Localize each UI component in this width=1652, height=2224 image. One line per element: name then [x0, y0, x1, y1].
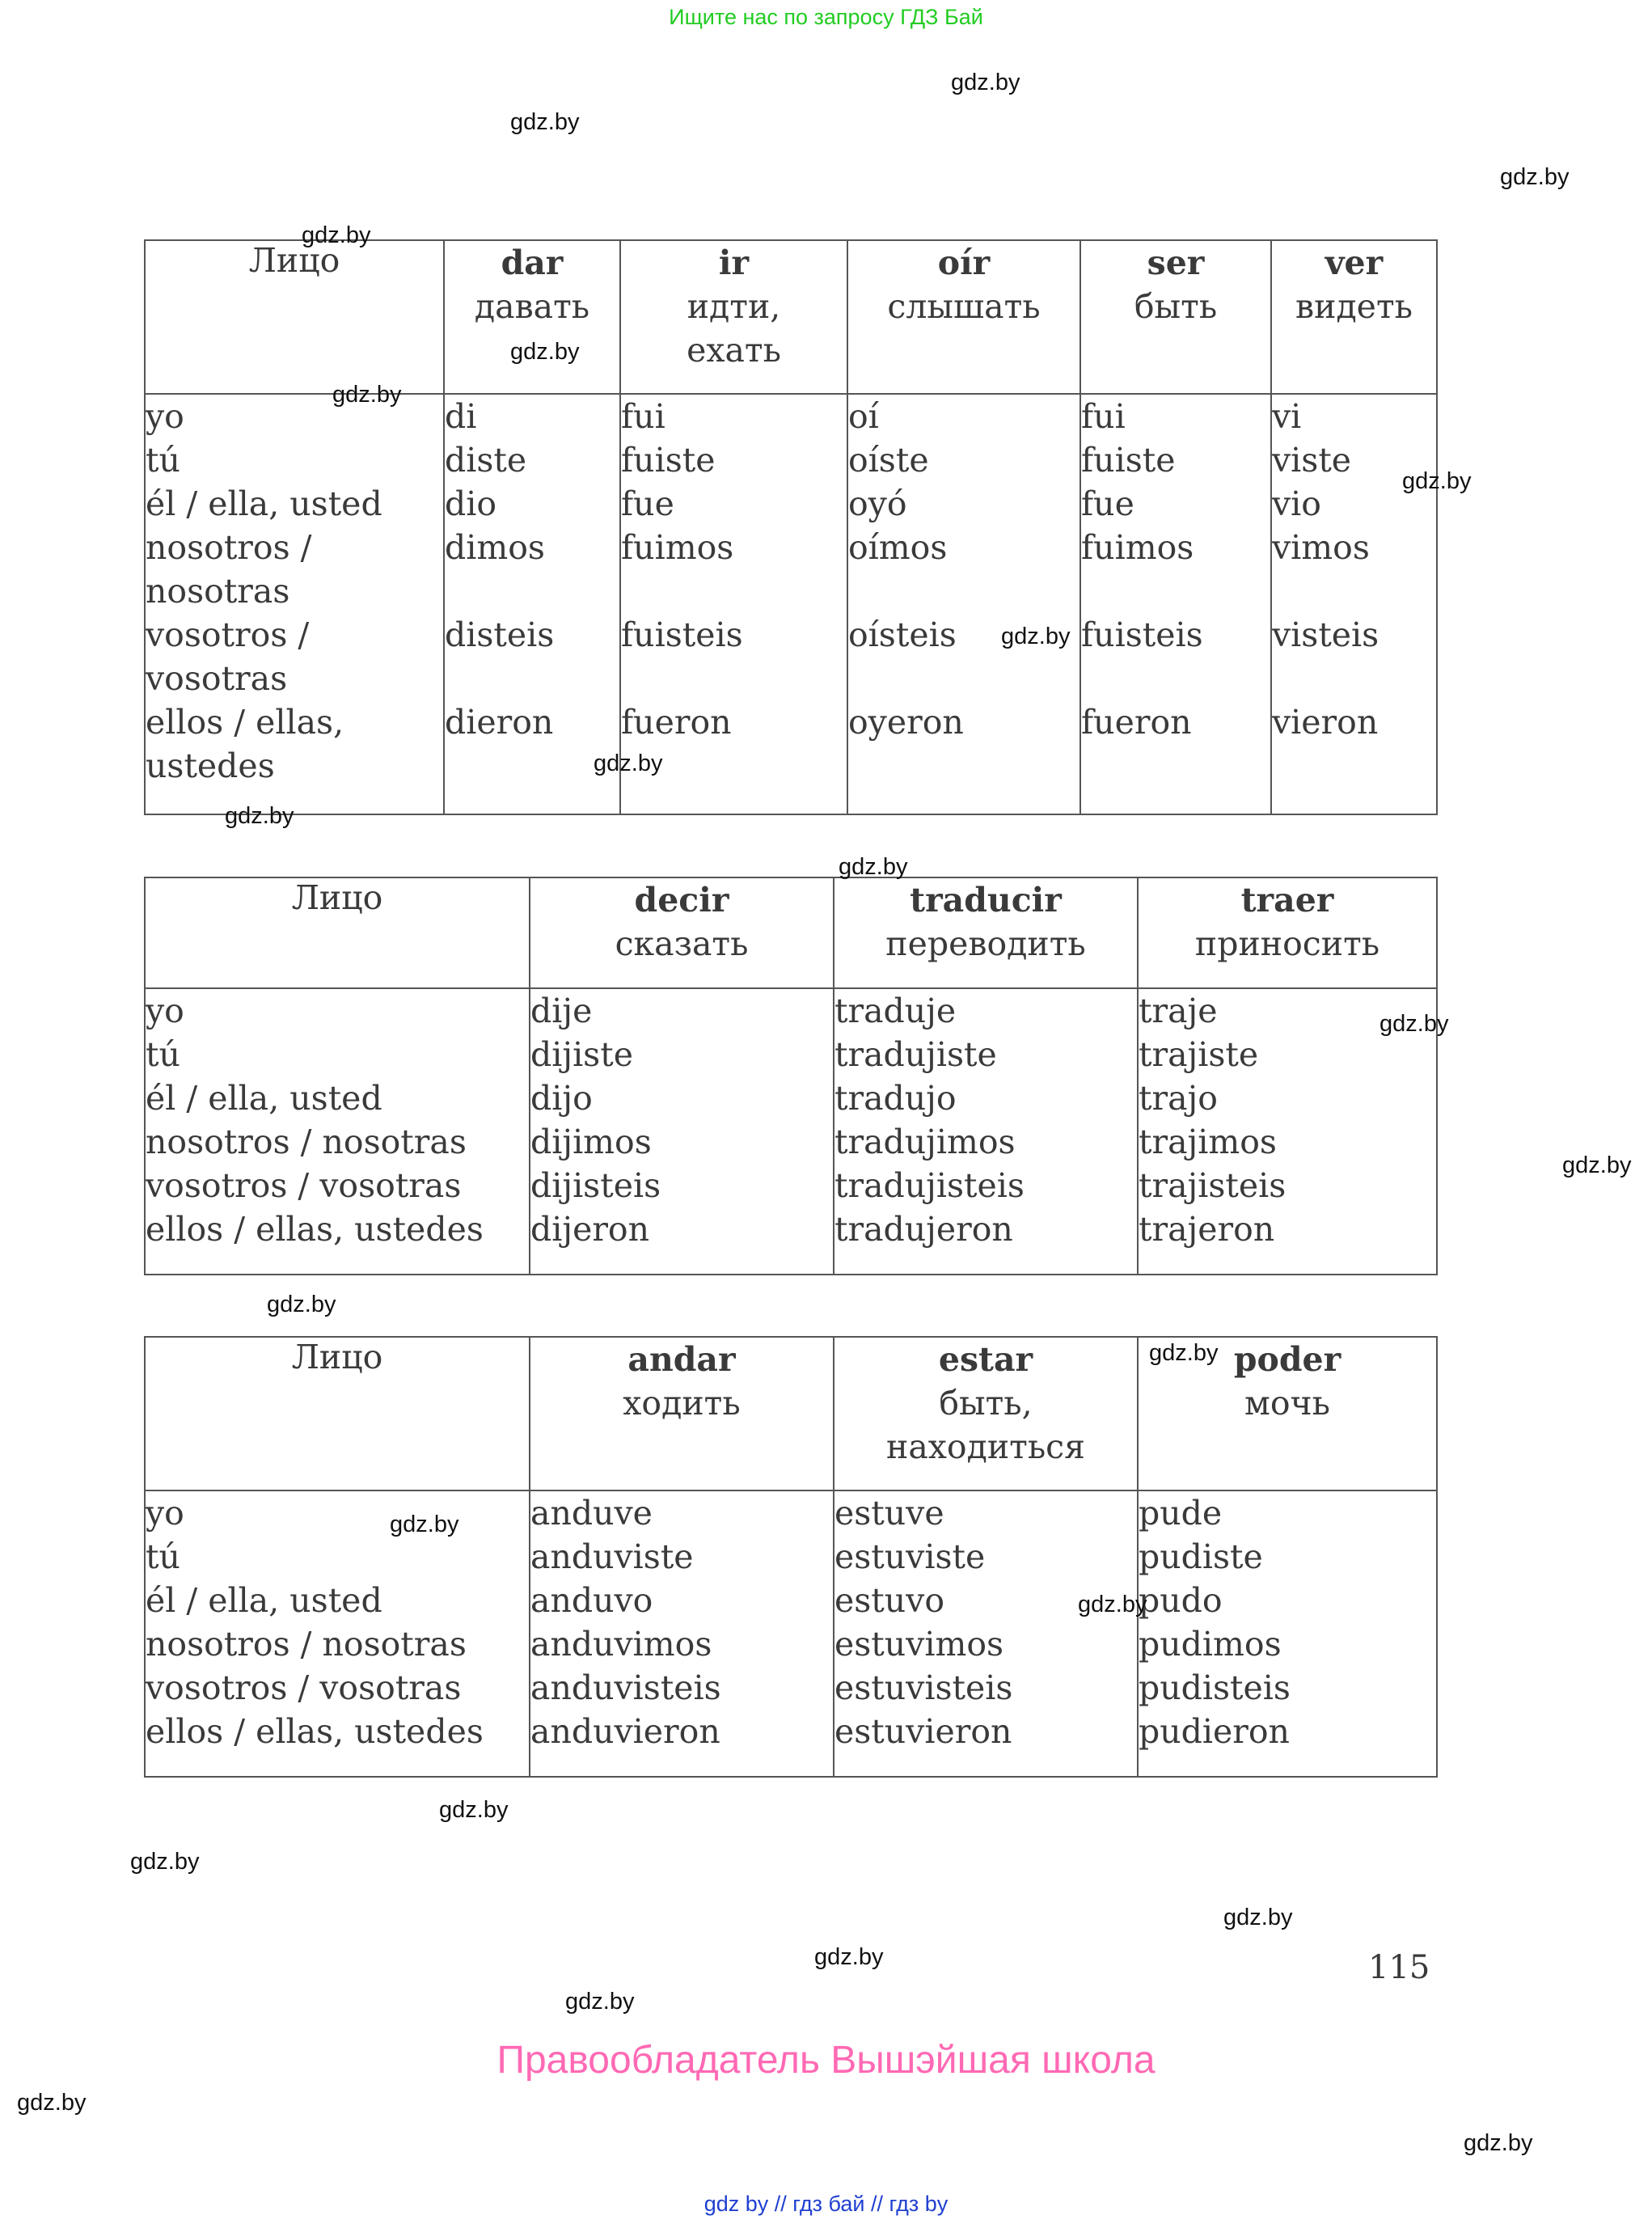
verb-infinitive: andar: [627, 1340, 736, 1379]
table-cell-line: pudo: [1139, 1581, 1223, 1620]
table-cell-line: [848, 657, 1080, 700]
verb-translation: находиться: [886, 1427, 1085, 1466]
watermark: gdz.by: [332, 382, 402, 408]
watermark: gdz.by: [1078, 1592, 1147, 1617]
watermark: gdz.by: [510, 339, 580, 365]
watermark: gdz.by: [1500, 164, 1570, 190]
table-cell-line: oyeron: [848, 703, 964, 742]
table-cell-line: dio: [445, 484, 497, 523]
table-cell-line: vosotros / vosotras: [146, 1668, 462, 1707]
table-cell-line: dimos: [445, 528, 545, 567]
table-cell-line: pudisteis: [1139, 1668, 1291, 1707]
table-cell-line: oíste: [848, 441, 929, 480]
table-cell-line: visteis: [1272, 615, 1379, 654]
table-cell-line: trajiste: [1139, 1035, 1259, 1074]
table-cell-line: trajo: [1139, 1079, 1218, 1118]
table-cell-line: fuimos: [621, 528, 734, 567]
forms-column-andar: [530, 1490, 834, 1777]
table-cell-line: [621, 657, 847, 700]
table-cell-line: trajimos: [1139, 1123, 1277, 1161]
table-cell-line: tú: [146, 441, 180, 480]
watermark: gdz.by: [814, 1944, 884, 1970]
forms-column-traducir: [834, 988, 1138, 1275]
table-cell-line: fui: [621, 397, 665, 436]
table-cell-line: anduvieron: [530, 1712, 720, 1751]
table-cell-line: vosotros / vosotras: [146, 1166, 462, 1205]
table-cell-line: ellos / ellas,: [146, 703, 344, 742]
table-cell-line: [1272, 569, 1436, 613]
table-cell-line: anduvo: [530, 1581, 653, 1620]
table-cell-line: [848, 744, 1080, 788]
verb-translation: мочь: [1244, 1384, 1330, 1423]
table-cell-line: tradujimos: [834, 1123, 1016, 1161]
table-cell-line: ellos / ellas, ustedes: [146, 1712, 484, 1751]
table-cell-line: [1081, 744, 1270, 788]
watermark: gdz.by: [510, 109, 580, 135]
watermark: gdz.by: [390, 1512, 459, 1537]
verb-translation: ходить: [623, 1384, 741, 1423]
table-cell-line: vosotros /: [146, 615, 310, 654]
table-cell-line: anduvimos: [530, 1625, 712, 1664]
watermark: gdz.by: [1001, 624, 1071, 649]
watermark: gdz.by: [1402, 468, 1472, 494]
conjugation-table-2: [144, 877, 1438, 1275]
conjugation-table-1: [144, 239, 1438, 815]
table-cell-line: él / ella, usted: [146, 1079, 382, 1118]
table-cell-line: disteis: [445, 615, 555, 654]
table-cell-line: fueron: [621, 703, 732, 742]
table-cell-line: [445, 569, 619, 613]
table-cell-line: fuiste: [1081, 441, 1176, 480]
watermark: gdz.by: [1464, 2130, 1533, 2156]
watermark: gdz.by: [130, 1849, 200, 1875]
table-cell-line: pude: [1139, 1494, 1223, 1533]
person-header: Лицо: [145, 1337, 530, 1490]
verb-translation: видеть: [1295, 287, 1413, 326]
verb-translation: идти,: [687, 287, 781, 326]
table-cell-line: pudieron: [1139, 1712, 1290, 1751]
table-cell-line: anduve: [530, 1494, 653, 1533]
table-cell-line: yo: [146, 1494, 184, 1533]
verb-infinitive: ver: [1325, 243, 1384, 282]
verb-header-decir: [530, 877, 834, 988]
forms-column-ser: [1080, 394, 1271, 814]
table-cell-line: yo: [146, 991, 184, 1030]
verb-header-dar: [444, 240, 620, 394]
table-cell-line: [1081, 657, 1270, 700]
table-cell-line: diste: [445, 441, 527, 480]
table-cell-line: dijeron: [530, 1210, 650, 1249]
table-cell-line: vi: [1272, 397, 1302, 436]
forms-column-ver: [1271, 394, 1437, 814]
forms-column-estar: [834, 1490, 1138, 1777]
watermark: gdz.by: [17, 2090, 87, 2116]
table-cell-line: dijo: [530, 1079, 593, 1118]
verb-infinitive: traer: [1240, 881, 1334, 920]
table-cell-line: fuimos: [1081, 528, 1194, 567]
verb-infinitive: oír: [937, 243, 991, 282]
table-cell-line: [848, 569, 1080, 613]
table-cell-line: trajisteis: [1139, 1166, 1287, 1205]
table-cell-line: fui: [1081, 397, 1126, 436]
table-cell-line: dieron: [445, 703, 554, 742]
table-cell-line: nosotros /: [146, 528, 312, 567]
verb-translation: давать: [474, 287, 590, 326]
table-cell-line: él / ella, usted: [146, 1581, 382, 1620]
watermark: gdz.by: [439, 1797, 509, 1823]
table-cell-line: dijimos: [530, 1123, 652, 1161]
person-header: Лицо: [145, 240, 444, 394]
table-cell-line: traje: [1139, 991, 1218, 1030]
page-number: 115: [1368, 1949, 1430, 1986]
copyright-notice: Правообладатель Вышэйшая школа: [496, 2039, 1156, 2082]
table-cell-line: tradujeron: [834, 1210, 1013, 1249]
table-cell-line: tú: [146, 1035, 180, 1074]
table-cell-line: oyó: [848, 484, 907, 523]
verb-translation: быть,: [939, 1384, 1033, 1423]
person-column: [145, 1490, 530, 1777]
table-cell-line: yo: [146, 397, 184, 436]
verb-header-estar: [834, 1337, 1138, 1490]
watermark: gdz.by: [302, 222, 371, 248]
verb-translation: сказать: [615, 924, 749, 963]
table-cell-line: viste: [1272, 441, 1352, 480]
table-cell-line: estuviste: [834, 1537, 986, 1576]
table-cell-line: estuve: [834, 1494, 944, 1533]
table-cell-line: [1081, 569, 1270, 613]
table-cell-line: fue: [1081, 484, 1134, 523]
watermark: gdz.by: [225, 803, 294, 829]
verb-translation: ехать: [687, 331, 781, 370]
person-column: [145, 988, 530, 1275]
table-cell-line: ustedes: [146, 746, 275, 785]
verb-header-ir: [620, 240, 847, 394]
verb-infinitive: ser: [1147, 243, 1205, 282]
table-cell-line: tradujisteis: [834, 1166, 1025, 1205]
table-cell-line: tradujiste: [834, 1035, 997, 1074]
verb-infinitive: traducir: [910, 881, 1062, 920]
table-cell-line: vieron: [1272, 703, 1379, 742]
verb-header-traer: [1138, 877, 1437, 988]
table-cell-line: dije: [530, 991, 593, 1030]
table-cell-line: traduje: [834, 991, 957, 1030]
table-cell-line: fuiste: [621, 441, 716, 480]
table-cell-line: oísteis: [848, 615, 957, 654]
watermark: gdz.by: [1223, 1905, 1293, 1930]
table-cell-line: [445, 657, 619, 700]
verb-infinitive: dar: [501, 243, 564, 282]
watermark: gdz.by: [1562, 1152, 1632, 1178]
table-cell-line: oí: [848, 397, 879, 436]
table-cell-line: vio: [1272, 484, 1321, 523]
watermark: gdz.by: [565, 1989, 635, 2015]
person-header: Лицо: [145, 877, 530, 988]
table-cell-line: [1272, 744, 1436, 788]
watermark: gdz.by: [1149, 1340, 1219, 1366]
table-cell-line: oímos: [848, 528, 948, 567]
verb-header-ver: [1271, 240, 1437, 394]
verb-header-andar: [530, 1337, 834, 1490]
verb-translation: переводить: [885, 924, 1086, 963]
verb-infinitive: estar: [938, 1340, 1033, 1379]
table-cell-line: anduvisteis: [530, 1668, 721, 1707]
conjugation-table-3: [144, 1336, 1438, 1778]
table-cell-line: dijiste: [530, 1035, 633, 1074]
verb-header-oir: [847, 240, 1080, 394]
table-cell-line: vimos: [1272, 528, 1370, 567]
verb-infinitive: decir: [634, 881, 729, 920]
top-note: Ищите нас по запросу ГДЗ Бай: [669, 5, 983, 29]
table-cell-line: fuisteis: [621, 615, 743, 654]
watermark: gdz.by: [951, 70, 1020, 95]
table-cell-line: fue: [621, 484, 674, 523]
verb-header-ser: [1080, 240, 1271, 394]
table-cell-line: estuvo: [834, 1581, 945, 1620]
forms-column-decir: [530, 988, 834, 1275]
verb-translation: слышать: [887, 287, 1041, 326]
verb-header-traducir: [834, 877, 1138, 988]
table-cell-line: tú: [146, 1537, 180, 1576]
table-cell-line: [1272, 657, 1436, 700]
forms-column-oir: [847, 394, 1080, 814]
table-cell-line: nosotras: [146, 572, 290, 611]
verb-translation: приносить: [1194, 924, 1380, 963]
table-cell-line: estuvieron: [834, 1712, 1012, 1751]
watermark: gdz.by: [267, 1292, 336, 1317]
table-cell-line: estuvisteis: [834, 1668, 1013, 1707]
table-cell-line: él / ella, usted: [146, 484, 382, 523]
table-cell-line: [621, 569, 847, 613]
verb-infinitive: poder: [1233, 1340, 1341, 1379]
footer-links[interactable]: gdz by // гдз бай // гдз by: [703, 2192, 949, 2216]
table-cell-line: tradujo: [834, 1079, 957, 1118]
verb-translation: быть: [1134, 287, 1218, 326]
table-cell-line: ellos / ellas, ustedes: [146, 1210, 484, 1249]
table-cell-line: di: [445, 397, 477, 436]
person-column: [145, 394, 444, 814]
table-cell-line: fueron: [1081, 703, 1192, 742]
forms-column-poder: [1138, 1490, 1437, 1777]
table-cell-line: trajeron: [1139, 1210, 1275, 1249]
table-cell-line: estuvimos: [834, 1625, 1004, 1664]
table-cell-line: anduviste: [530, 1537, 694, 1576]
table-cell-line: pudiste: [1139, 1537, 1263, 1576]
table-cell-line: fuisteis: [1081, 615, 1203, 654]
watermark: gdz.by: [1379, 1011, 1449, 1037]
watermark: gdz.by: [594, 750, 663, 776]
table-cell-line: nosotros / nosotras: [146, 1625, 467, 1664]
verb-infinitive: ir: [718, 243, 750, 282]
table-cell-line: vosotras: [146, 659, 288, 698]
table-cell-line: dijisteis: [530, 1166, 661, 1205]
watermark: gdz.by: [839, 854, 908, 880]
table-cell-line: pudimos: [1139, 1625, 1282, 1664]
table-cell-line: nosotros / nosotras: [146, 1123, 467, 1161]
